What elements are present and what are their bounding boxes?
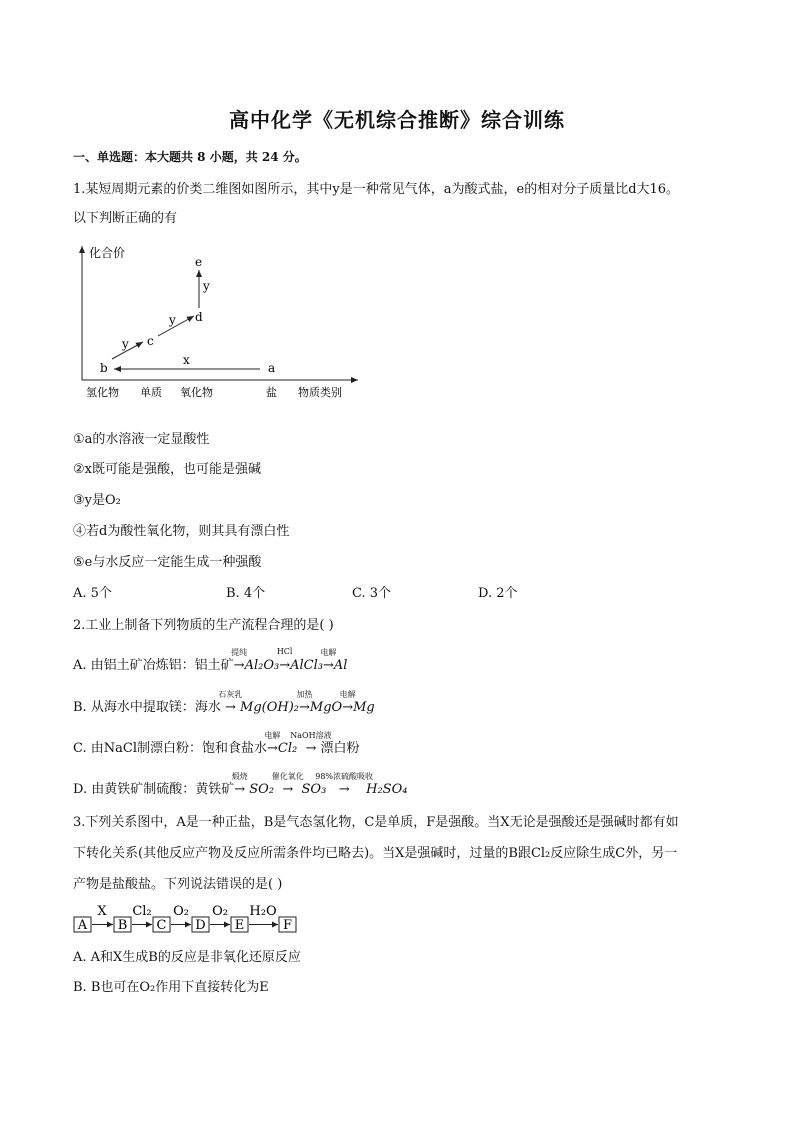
point-e: e (195, 255, 203, 269)
arrow-hcl: HCl → (276, 647, 293, 673)
q3-option-a[interactable]: A. A和X生成B的反应是非氧化还原反应 (73, 950, 301, 965)
box-d-label: D (195, 918, 206, 933)
q1-option-d[interactable]: D. 2个 (478, 586, 518, 601)
q3-stem-line2: 下转化关系(其他反应产物及反应所需条件均已略去)。当X是强碱时，过量的B跟Cl₂反应除生成C外，另一 (73, 846, 678, 861)
point-a: a (268, 361, 276, 375)
q3-stem-line1: 3.下列关系图中，A是一种正盐，B是气态氢化物，C是单质，F是强酸。当X无论是强酸还是强碱时都有如 (73, 815, 679, 830)
chain-label-o2-2: O₂ (212, 904, 228, 919)
q3-stem-line3: 产物是盐酸盐。下列说法错误的是( ) (73, 877, 283, 892)
box-a-label: A (77, 918, 88, 933)
box-c-label: C (156, 918, 167, 933)
x-cat-hydride: 氢化物 (86, 386, 119, 399)
q1-statement-1: ①a的水溶液一定显酸性 (73, 432, 210, 447)
chain-label-h2o: H₂O (249, 904, 277, 919)
q1-stem-line1: 1.某短周期元素的价类二维图如图所示，其中y是一种常见气体，a为酸式盐，e的相对分子质量比d大16。 (73, 182, 680, 197)
arrow-calcine: 煅烧 → (231, 772, 248, 797)
q1-stem-line2: 以下判断正确的有 (73, 211, 178, 226)
q2-option-a[interactable]: A. 由铝土矿冶炼铝：铝土矿 提纯 →Al₂O₃ HCl →AlCl₃ 电解 →Al (73, 647, 348, 673)
arrow-catalytic-oxidation: 催化氧化 → (271, 772, 304, 797)
label-y-cd: y (169, 313, 176, 327)
transformation-chain (70, 898, 310, 936)
q1-option-a[interactable]: A. 5个 (73, 586, 112, 601)
label-x: x (183, 353, 190, 367)
box-b-label: B (117, 918, 128, 933)
q1-statement-4: ④若d为酸性氧化物，则其具有漂白性 (73, 524, 290, 539)
q2-option-c[interactable]: C. 由NaCl制漂白粉：饱和食盐水 电解 →Cl₂ NaOH溶液 → 漂白粉 (73, 731, 360, 756)
q3-option-b[interactable]: B. B也可在O₂作用下直接转化为E (73, 980, 269, 995)
q2-option-d[interactable]: D. 由黄铁矿制硫酸：黄铁矿 煅烧 → SO₂ 催化氧化 → SO₃ 98%浓硫酸吸收 → H₂SO₄ (73, 772, 408, 797)
x-axis-title: 物质类别 (298, 386, 342, 399)
box-f-label: F (282, 918, 293, 933)
arrow-electrolysis: 电解 → (264, 731, 281, 756)
section-heading: 一、单选题：本大题共 8 小题，共 24 分。 (73, 150, 307, 164)
chain-label-x: X (97, 904, 107, 919)
arrow-c-to-d (158, 316, 194, 336)
q1-statement-5: ⑤e与水反应一定能生成一种强酸 (73, 555, 262, 570)
q1-option-c[interactable]: C. 3个 (352, 586, 392, 601)
point-c: c (147, 334, 154, 348)
q2-option-b[interactable]: B. 从海水中提取镁：海水 石灰乳 → Mg(OH)₂ 加热 →MgO 电解 →Mg (73, 690, 375, 715)
point-b: b (100, 361, 108, 375)
page-title: 高中化学《无机综合推断》综合训练 (229, 108, 565, 132)
x-cat-element: 单质 (140, 386, 162, 399)
arrow-electrolysis: 电解 → (320, 648, 337, 673)
chain-label-o2-1: O₂ (173, 904, 189, 919)
arrow-electrolysis: 电解 → (339, 690, 356, 715)
arrow-naoh: NaOH溶液 → (290, 731, 332, 756)
arrow-purify: 提纯 → (231, 648, 248, 673)
q2-stem: 2.工业上制备下列物质的生产流程合理的是( ) (73, 618, 334, 633)
label-y-bc: y (122, 337, 129, 351)
valence-class-figure (70, 238, 370, 408)
y-axis-label: 化合价 (89, 246, 126, 260)
arrow-heat: 加热 → (296, 690, 313, 715)
chain-label-cl2: Cl₂ (132, 904, 152, 919)
point-d: d (195, 310, 203, 324)
x-cat-oxide: 氧化物 (180, 386, 213, 399)
x-cat-salt: 盐 (266, 386, 277, 399)
q1-statement-2: ②x既可能是强酸，也可能是强碱 (73, 462, 261, 477)
label-y-de: y (203, 279, 210, 293)
q1-statement-3: ③y是O₂ (73, 493, 121, 508)
box-e-label: E (234, 918, 245, 933)
arrow-lime: 石灰乳 → (218, 690, 243, 715)
q1-option-b[interactable]: B. 4个 (226, 586, 266, 601)
arrow-absorption: 98%浓硫酸吸收 → (315, 772, 374, 797)
